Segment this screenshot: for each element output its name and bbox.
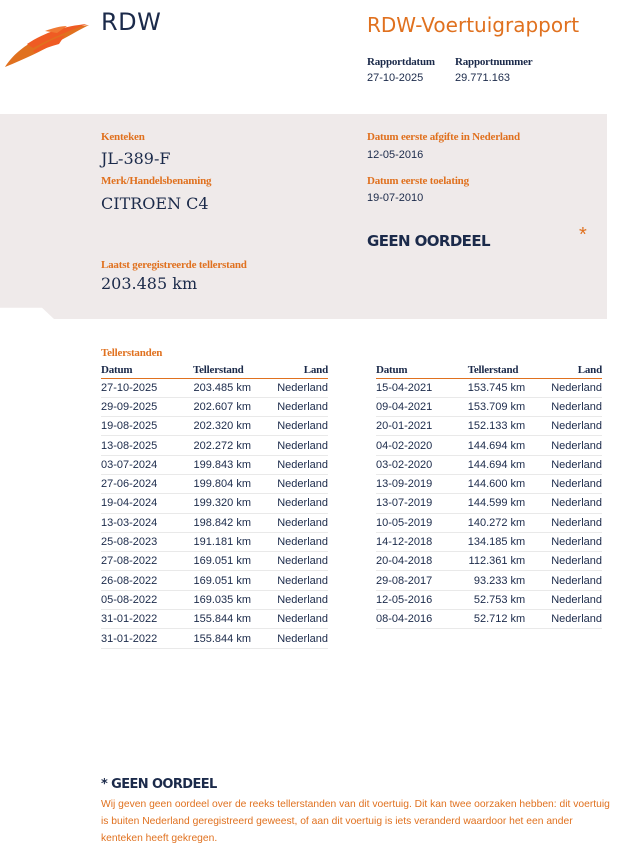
history-table-left: [101, 364, 328, 649]
row-country: Nederland: [525, 494, 602, 513]
row-date: 08-04-2016: [376, 610, 468, 629]
report-number-label: Rapportnummer: [455, 56, 533, 68]
row-date: 20-01-2021: [376, 417, 468, 436]
row-date: 13-08-2025: [101, 436, 193, 455]
row-date: 05-08-2022: [101, 590, 193, 609]
row-date: 13-09-2019: [376, 474, 468, 493]
row-date: 09-04-2021: [376, 397, 468, 416]
row-country: Nederland: [251, 610, 328, 629]
table-row: [376, 494, 602, 513]
row-country: Nederland: [251, 571, 328, 590]
row-odometer: 93.233 km: [468, 571, 525, 590]
plate-value: JL-389-F: [101, 149, 171, 168]
row-date: 29-09-2025: [101, 397, 193, 416]
report-date-label: Rapportdatum: [367, 56, 435, 68]
row-date: 12-05-2016: [376, 590, 468, 609]
row-country: Nederland: [525, 513, 602, 532]
row-country: Nederland: [251, 552, 328, 571]
row-date: 20-04-2018: [376, 552, 468, 571]
first-nl-date-label: Datum eerste afgifte in Nederland: [367, 131, 520, 143]
table-row: [376, 552, 602, 571]
row-odometer: 144.599 km: [468, 494, 525, 513]
row-country: Nederland: [251, 532, 328, 551]
column-header-country: Land: [251, 364, 328, 378]
row-country: Nederland: [251, 417, 328, 436]
last-odometer-value: 203.485 km: [101, 274, 198, 293]
row-country: Nederland: [525, 552, 602, 571]
row-date: 25-08-2023: [101, 532, 193, 551]
row-date: 03-02-2020: [376, 455, 468, 474]
history-table-right: [376, 364, 602, 629]
row-odometer: 112.361 km: [468, 552, 525, 571]
history-title: Tellerstanden: [101, 347, 163, 359]
row-country: Nederland: [525, 397, 602, 416]
row-date: 26-08-2022: [101, 571, 193, 590]
column-header-odometer: Tellerstand: [193, 364, 251, 378]
column-header-date: Datum: [101, 364, 193, 378]
make-label: Merk/Handelsbenaming: [101, 175, 212, 187]
footnote-title: * GEEN OORDEEL: [101, 777, 217, 792]
row-odometer: 169.051 km: [193, 552, 251, 571]
make-value: CITROEN C4: [101, 194, 209, 213]
table-row: [376, 474, 602, 493]
row-odometer: 169.051 km: [193, 571, 251, 590]
column-header-date: Datum: [376, 364, 468, 378]
first-nl-date: 12-05-2016: [367, 149, 424, 161]
row-odometer: 155.844 km: [193, 629, 251, 648]
table-row: [376, 378, 602, 397]
row-odometer: 202.320 km: [193, 417, 251, 436]
row-date: 03-07-2024: [101, 455, 193, 474]
row-date: 27-10-2025: [101, 378, 193, 397]
brand-name: RDW: [101, 8, 162, 36]
footnote-text: Wij geven geen oordeel over de reeks tellerstanden van dit voertuig. Dit kan twee oorzaken hebben: dit voertuig is buiten Nederland geregistreerd geweest, of aan dit voertuig is iets veranderd waardoor het een ander kenteken heeft gekregen.: [101, 799, 610, 844]
row-odometer: 199.843 km: [193, 455, 251, 474]
column-header-odometer: Tellerstand: [468, 364, 525, 378]
row-date: 10-05-2019: [376, 513, 468, 532]
vehicle-summary-panel: [0, 114, 607, 319]
table-row: [376, 590, 602, 609]
row-date: 15-04-2021: [376, 378, 468, 397]
table-row: [101, 629, 328, 648]
last-odometer-label: Laatst geregistreerde tellerstand: [101, 259, 247, 271]
row-odometer: 134.185 km: [468, 532, 525, 551]
row-country: Nederland: [251, 513, 328, 532]
table-row: [101, 610, 328, 629]
row-odometer: 153.709 km: [468, 397, 525, 416]
row-date: 29-08-2017: [376, 571, 468, 590]
table-row: [376, 455, 602, 474]
table-header-row: [376, 364, 602, 378]
table-row: [376, 397, 602, 416]
table-row: [376, 610, 602, 629]
row-country: Nederland: [525, 455, 602, 474]
row-country: Nederland: [251, 629, 328, 648]
row-country: Nederland: [251, 474, 328, 493]
row-odometer: 203.485 km: [193, 378, 251, 397]
row-odometer: 144.694 km: [468, 455, 525, 474]
row-country: Nederland: [525, 571, 602, 590]
table-row: [101, 590, 328, 609]
table-row: [101, 474, 328, 493]
row-odometer: 199.320 km: [193, 494, 251, 513]
table-row: [101, 494, 328, 513]
row-odometer: 140.272 km: [468, 513, 525, 532]
row-odometer: 199.804 km: [193, 474, 251, 493]
row-odometer: 169.035 km: [193, 590, 251, 609]
row-country: Nederland: [525, 590, 602, 609]
row-odometer: 144.694 km: [468, 436, 525, 455]
table-row: [101, 513, 328, 532]
column-header-country: Land: [525, 364, 602, 378]
rdw-logo-icon: [5, 22, 89, 70]
row-country: Nederland: [525, 417, 602, 436]
table-row: [101, 397, 328, 416]
row-odometer: 202.272 km: [193, 436, 251, 455]
table-row: [101, 378, 328, 397]
row-odometer: 155.844 km: [193, 610, 251, 629]
row-odometer: 144.600 km: [468, 474, 525, 493]
table-row: [101, 571, 328, 590]
row-country: Nederland: [251, 455, 328, 474]
plate-label: Kenteken: [101, 131, 145, 143]
row-odometer: 52.712 km: [468, 610, 525, 629]
table-row: [376, 436, 602, 455]
table-row: [101, 532, 328, 551]
table-row: [376, 532, 602, 551]
verdict-marker: *: [579, 224, 587, 246]
row-odometer: 152.133 km: [468, 417, 525, 436]
report-title: RDW-Voertuigrapport: [367, 13, 580, 37]
row-country: Nederland: [525, 532, 602, 551]
table-row: [376, 513, 602, 532]
row-date: 19-08-2025: [101, 417, 193, 436]
row-date: 31-01-2022: [101, 629, 193, 648]
row-country: Nederland: [525, 474, 602, 493]
row-date: 14-12-2018: [376, 532, 468, 551]
table-row: [376, 571, 602, 590]
row-odometer: 153.745 km: [468, 378, 525, 397]
row-country: Nederland: [525, 378, 602, 397]
verdict-text: GEEN OORDEEL: [367, 232, 490, 250]
row-date: 19-04-2024: [101, 494, 193, 513]
report-number: 29.771.163: [455, 72, 511, 84]
row-country: Nederland: [525, 436, 602, 455]
row-country: Nederland: [251, 494, 328, 513]
row-odometer: 52.753 km: [468, 590, 525, 609]
first-admission-label: Datum eerste toelating: [367, 175, 469, 187]
table-row: [101, 436, 328, 455]
row-country: Nederland: [251, 436, 328, 455]
row-date: 31-01-2022: [101, 610, 193, 629]
row-country: Nederland: [251, 397, 328, 416]
report-date: 27-10-2025: [367, 72, 424, 84]
table-row: [101, 552, 328, 571]
table-row: [101, 455, 328, 474]
row-date: 27-08-2022: [101, 552, 193, 571]
row-odometer: 202.607 km: [193, 397, 251, 416]
table-row: [101, 417, 328, 436]
table-header-row: [101, 364, 328, 378]
row-date: 04-02-2020: [376, 436, 468, 455]
first-admission-date: 19-07-2010: [367, 192, 424, 204]
row-odometer: 191.181 km: [193, 532, 251, 551]
row-date: 27-06-2024: [101, 474, 193, 493]
row-odometer: 198.842 km: [193, 513, 251, 532]
table-row: [376, 417, 602, 436]
row-country: Nederland: [251, 378, 328, 397]
row-date: 13-07-2019: [376, 494, 468, 513]
row-country: Nederland: [251, 590, 328, 609]
row-country: Nederland: [525, 610, 602, 629]
row-date: 13-03-2024: [101, 513, 193, 532]
